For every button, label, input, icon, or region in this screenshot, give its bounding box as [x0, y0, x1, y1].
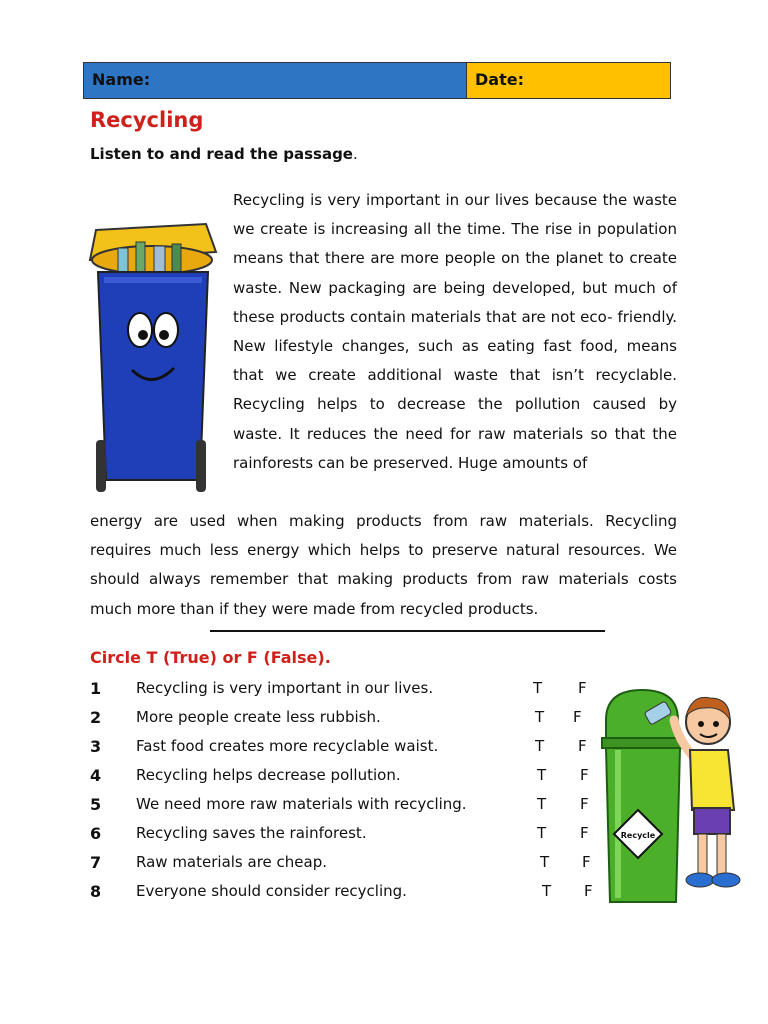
worksheet-title: Recycling — [90, 108, 204, 132]
quiz-title-dot: . — [324, 648, 331, 667]
header-table — [83, 62, 671, 99]
question-row — [90, 853, 610, 879]
quiz-title-text: Circle T (True) or F (False) — [90, 648, 325, 667]
question-row — [90, 824, 610, 850]
question-number: 8 — [90, 882, 102, 901]
question-text: Recycling helps decrease pollution. — [136, 766, 401, 784]
true-option[interactable]: T — [535, 708, 545, 726]
question-text: Recycling saves the rainforest. — [136, 824, 367, 842]
question-number: 3 — [90, 737, 102, 756]
question-row — [90, 679, 610, 705]
recycle-label-text: Recycle — [620, 831, 656, 840]
blue-bin-illustration — [88, 210, 218, 500]
true-option[interactable]: T — [537, 766, 547, 784]
false-option[interactable]: F — [584, 882, 593, 900]
quiz-title — [90, 648, 331, 667]
false-option[interactable]: F — [578, 737, 587, 755]
question-number: 1 — [90, 679, 102, 698]
instruction-dot: . — [352, 145, 358, 163]
name-label: Name: — [92, 70, 151, 89]
date-field[interactable] — [467, 63, 670, 98]
question-number: 7 — [90, 853, 102, 872]
question-number: 5 — [90, 795, 102, 814]
passage-paragraph-top: Recycling is very important in our lives because the waste we create is increasing all the time. The rise in population means that there are more people on the planet to create waste. New packaging are being developed, but much of these products contain materials that are not eco- friendly. New lifestyle changes, such as eating fast food, means that we create additional waste that isn’t recyclable. Recycling helps to decrease the pollution caused by waste. It reduces the need for raw materials so that the rainforests can be preserved. Huge amounts of — [233, 191, 677, 472]
false-option[interactable]: F — [580, 766, 589, 784]
passage-paragraph-bottom: energy are used when making products from raw materials. Recycling requires much less energy which helps to preserve natural resources. We should always remember that making products from raw materials costs much more than if they were made from recycled products. — [90, 512, 677, 618]
question-number: 6 — [90, 824, 102, 843]
divider-line — [210, 630, 605, 632]
question-text: More people create less rubbish. — [136, 708, 381, 726]
question-row — [90, 766, 610, 792]
false-option[interactable]: F — [578, 679, 587, 697]
question-text: We need more raw materials with recycling. — [136, 795, 467, 813]
false-option[interactable]: F — [573, 708, 582, 726]
question-row — [90, 708, 610, 734]
true-option[interactable]: T — [537, 824, 547, 842]
true-option[interactable]: T — [535, 737, 545, 755]
instruction-text: Listen to and read the passage — [90, 145, 353, 163]
true-option[interactable]: T — [533, 679, 543, 697]
question-number: 4 — [90, 766, 102, 785]
true-option[interactable]: T — [542, 882, 552, 900]
question-text: Fast food creates more recyclable waist. — [136, 737, 439, 755]
false-option[interactable]: F — [582, 853, 591, 871]
true-option[interactable]: T — [537, 795, 547, 813]
date-label: Date: — [475, 70, 524, 89]
question-text: Everyone should consider recycling. — [136, 882, 407, 900]
false-option[interactable]: F — [580, 824, 589, 842]
instruction — [90, 145, 358, 163]
false-option[interactable]: F — [580, 795, 589, 813]
question-row — [90, 737, 610, 763]
true-option[interactable]: T — [540, 853, 550, 871]
question-text: Recycling is very important in our lives. — [136, 679, 434, 697]
name-field[interactable] — [84, 63, 467, 98]
question-row — [90, 795, 610, 821]
green-bin-boy-illustration — [598, 680, 743, 910]
question-row — [90, 882, 610, 908]
question-text: Raw materials are cheap. — [136, 853, 328, 871]
question-number: 2 — [90, 708, 102, 727]
